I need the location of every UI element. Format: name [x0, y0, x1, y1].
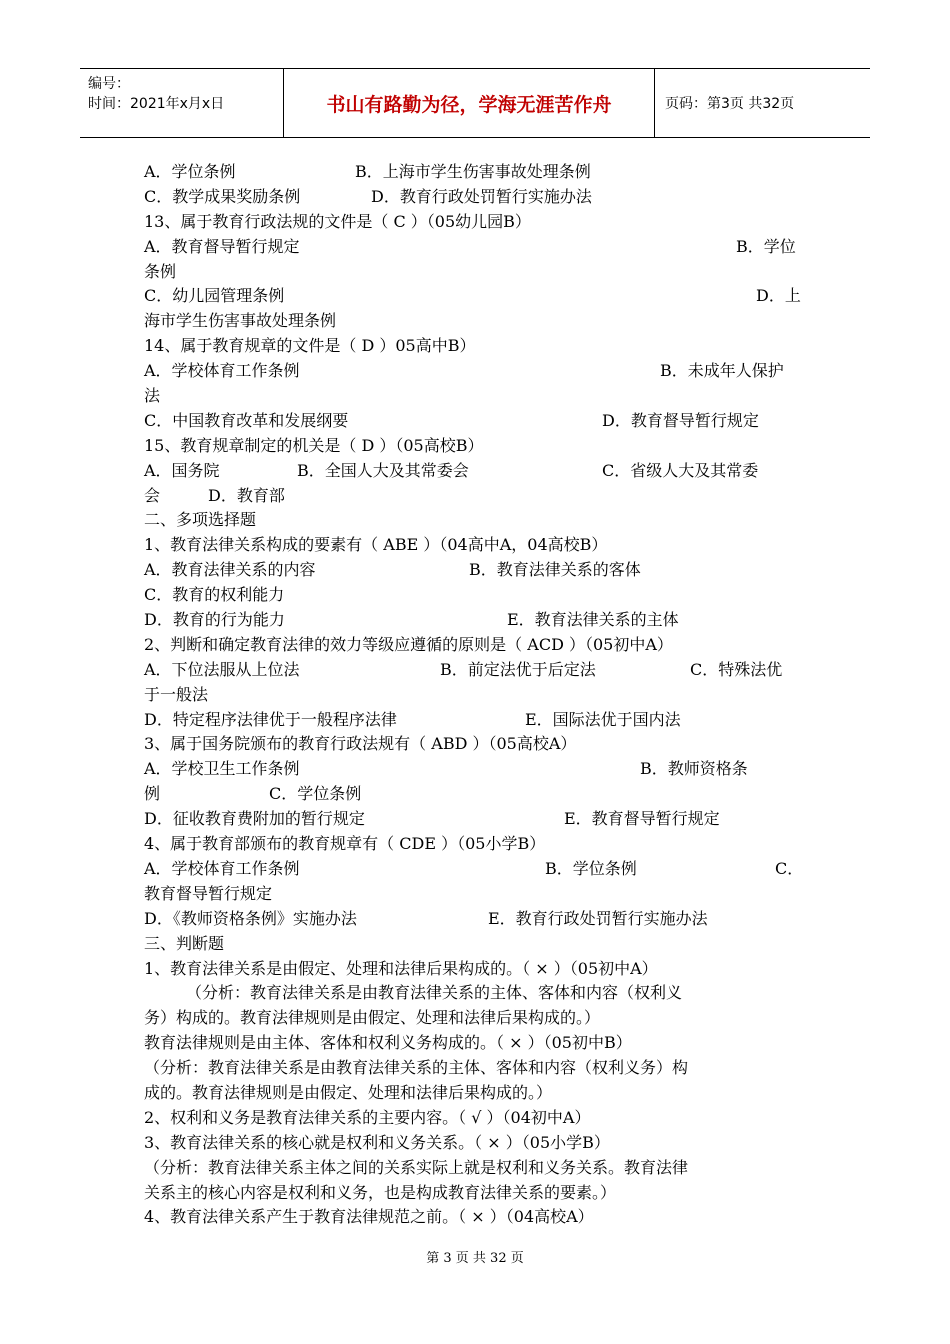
text-segment: D．教育督导暂行规定 [602, 410, 759, 430]
text-line [144, 782, 806, 807]
text-segment: 关系主的核心内容是权利和义务，也是构成教育法律关系的要素。） [144, 1182, 617, 1202]
text-segment: 13、属于教育行政法规的文件是（ C ）（05幼儿园B） [144, 211, 531, 231]
text-segment: 三、判断题 [144, 933, 225, 953]
text-line [144, 1031, 806, 1056]
text-segment: C．幼儿园管理条例 [144, 286, 285, 306]
text-segment: 14、属于教育规章的文件是（ D ）05高中B） [144, 336, 476, 356]
text-segment: A．学位条例 [144, 162, 236, 181]
text-line [144, 260, 806, 285]
text-segment: D．上 [756, 286, 801, 306]
text-line [144, 459, 806, 484]
text-segment: 3、属于国务院颁布的教育行政法规有（ ABD ）（05高校A） [144, 734, 577, 754]
text-line [144, 1205, 806, 1230]
text-segment: D．教育部 [208, 485, 285, 505]
text-segment: E．国际法优于国内法 [525, 709, 681, 729]
text-segment: 成的。教育法律规则是由假定、处理和法律后果构成的。） [144, 1082, 553, 1102]
text-line [144, 957, 806, 982]
text-line [144, 932, 806, 957]
text-line [144, 583, 806, 608]
text-segment: 海市学生伤害事故处理条例 [144, 311, 337, 331]
text-line [144, 708, 806, 733]
text-line [144, 981, 806, 1006]
text-line [144, 334, 806, 359]
text-line [144, 633, 806, 658]
text-segment: C．教学成果奖励条例 [144, 186, 301, 206]
document-date-label: 时间：2021年x月x日 [88, 96, 225, 112]
text-line [144, 309, 806, 334]
text-segment: A．学校卫生工作条例 [144, 759, 300, 779]
text-line [144, 558, 806, 583]
text-segment: 例 [144, 784, 161, 804]
text-segment: 教育法律规则是由主体、客体和权利义务构成的。（ × ）（05初中B） [144, 1033, 632, 1053]
text-segment: 条例 [144, 261, 177, 281]
text-line [144, 185, 806, 210]
text-line [144, 160, 806, 185]
text-segment: C．中国教育改革和发展纲要 [144, 410, 349, 430]
text-segment: E．教育行政处罚暂行实施办法 [488, 908, 708, 928]
text-segment: A．学校体育工作条例 [144, 361, 300, 381]
text-segment: 15、教育规章制定的机关是（ D ）（05高校B） [144, 435, 484, 455]
text-line [144, 1056, 806, 1081]
text-segment: 2、权利和义务是教育法律关系的主要内容。（ √ ）（04初中A） [144, 1107, 591, 1127]
header-motto: 书山有路勤为径，学海无涯苦作舟 [283, 69, 655, 137]
text-segment: 于一般法 [144, 684, 209, 704]
text-segment: 二、多项选择题 [144, 510, 257, 530]
text-line [144, 1081, 806, 1106]
header-info [80, 69, 283, 137]
text-segment: 1、教育法律关系构成的要素有（ ABE ）（04高中A，04高校B） [144, 535, 608, 555]
text-line [144, 832, 806, 857]
text-segment: D．教育的行为能力 [144, 610, 285, 630]
text-line [144, 907, 806, 932]
text-segment: C． [775, 858, 804, 878]
text-segment: 务）构成的。教育法律规则是由假定、处理和法律后果构成的。） [144, 1008, 601, 1028]
text-segment: A．下位法服从上位法 [144, 659, 300, 679]
text-line [144, 235, 806, 260]
document-body [144, 160, 806, 1230]
text-segment: 3、教育法律关系的核心就是权利和义务关系。（ × ）（05小学B） [144, 1132, 610, 1152]
text-segment: 4、属于教育部颁布的教育规章有（ CDE ）（05小学B） [144, 834, 546, 854]
text-line [144, 1106, 806, 1131]
text-segment: B．学位条例 [545, 858, 637, 878]
text-line [144, 508, 806, 533]
text-segment: B．未成年人保护 [660, 361, 784, 381]
text-line [144, 807, 806, 832]
text-line [144, 1131, 806, 1156]
text-segment: A．国务院 [144, 460, 220, 480]
text-segment: B．教师资格条 [640, 759, 748, 779]
text-line [144, 1156, 806, 1181]
text-segment: D．征收教育费附加的暂行规定 [144, 809, 365, 829]
text-segment: A．教育督导暂行规定 [144, 236, 300, 256]
text-segment: E．教育督导暂行规定 [564, 809, 720, 829]
text-line [144, 533, 806, 558]
text-segment: C．特殊法优 [690, 659, 783, 679]
text-line [144, 384, 806, 409]
text-line [144, 359, 806, 384]
text-segment: D．《教师资格条例》实施办法 [144, 908, 357, 928]
text-segment: D．特定程序法律优于一般程序法律 [144, 709, 397, 729]
text-segment: A．学校体育工作条例 [144, 858, 300, 878]
text-line [144, 757, 806, 782]
text-line [144, 284, 806, 309]
text-line [144, 210, 806, 235]
text-line [144, 1181, 806, 1206]
text-segment: C．省级人大及其常委 [602, 460, 759, 480]
text-line [144, 409, 806, 434]
page-footer: 第 3 页 共 32 页 [426, 1251, 524, 1266]
text-segment: C．学位条例 [269, 784, 362, 804]
text-line [144, 658, 806, 683]
header-page-number: 页码：第3页 共32页 [665, 96, 795, 112]
text-segment: B．教育法律关系的客体 [469, 560, 641, 580]
text-segment: D．教育行政处罚暂行实施办法 [371, 186, 592, 206]
text-segment: A．教育法律关系的内容 [144, 560, 316, 580]
text-line [144, 857, 806, 882]
text-segment: 1、教育法律关系是由假定、处理和法律后果构成的。（ × ）（05初中A） [144, 958, 658, 978]
text-segment: 4、教育法律关系产生于教育法律规范之前。（ × ）（04高校A） [144, 1207, 594, 1227]
text-line [144, 1006, 806, 1031]
text-line [144, 882, 806, 907]
text-segment: （分析：教育法律关系是由教育法律关系的主体、客体和内容（权利义 [186, 983, 683, 1003]
document-number-label: 编号： [88, 76, 130, 92]
text-segment: 会 [144, 485, 161, 505]
text-segment: B．全国人大及其常委会 [297, 460, 469, 480]
text-segment: C．教育的权利能力 [144, 585, 285, 605]
text-segment: 法 [144, 386, 161, 406]
page-header [80, 68, 870, 138]
text-segment: B．前定法优于后定法 [440, 659, 596, 679]
text-line [144, 434, 806, 459]
text-segment: 2、判断和确定教育法律的效力等级应遵循的原则是（ ACD ）（05初中A） [144, 634, 673, 654]
text-line [144, 732, 806, 757]
text-line [144, 484, 806, 509]
text-segment: B．上海市学生伤害事故处理条例 [355, 162, 591, 181]
text-segment: B．学位 [736, 236, 796, 256]
text-line [144, 608, 806, 633]
text-segment: 教育督导暂行规定 [144, 883, 273, 903]
text-segment: （分析：教育法律关系主体之间的关系实际上就是权利和义务关系。教育法律 [144, 1157, 689, 1177]
text-segment: E．教育法律关系的主体 [507, 610, 679, 630]
text-segment: （分析：教育法律关系是由教育法律关系的主体、客体和内容（权利义务）构 [144, 1058, 689, 1078]
text-line [144, 683, 806, 708]
